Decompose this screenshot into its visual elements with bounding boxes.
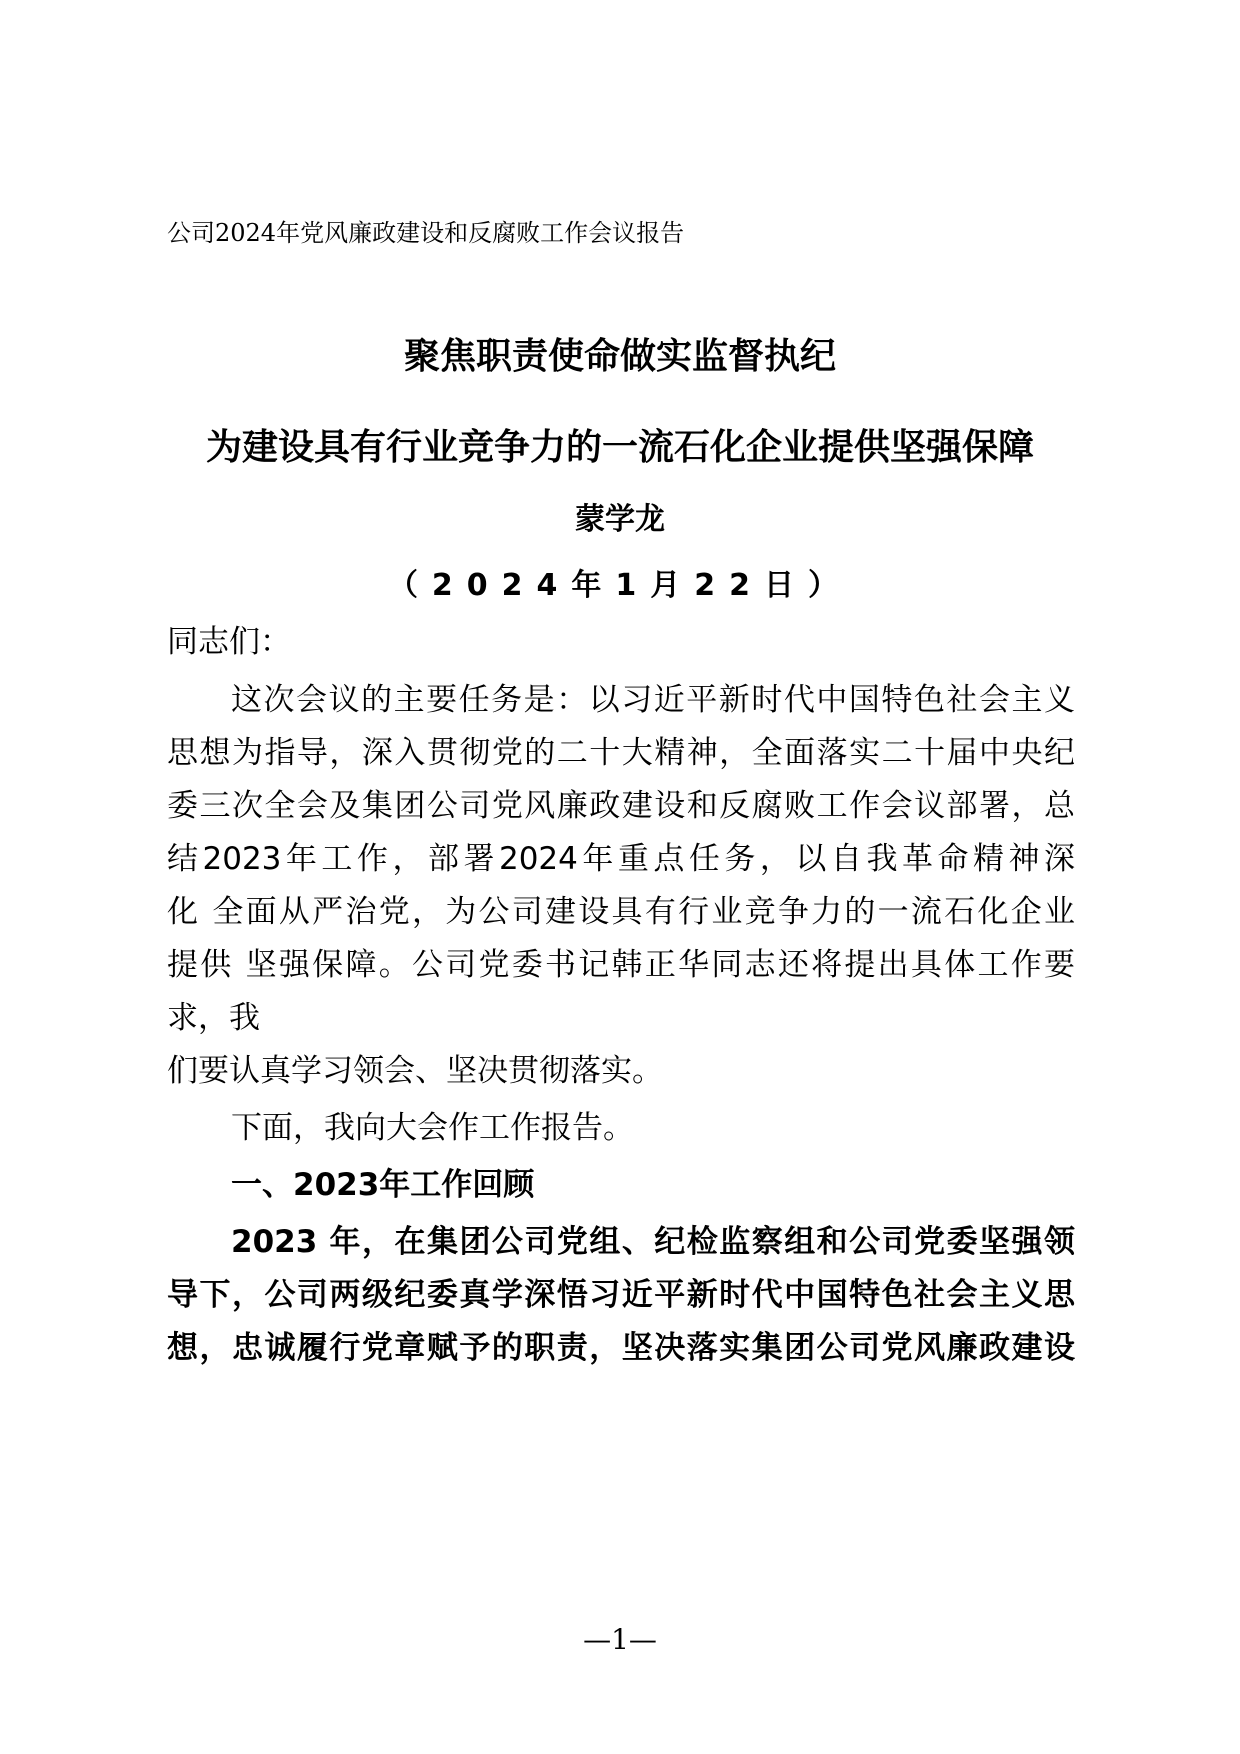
page-number: —1— [583, 1623, 657, 1656]
paragraph-line: 结2023年工作，部署2024年重点任务，以自我革命精神深 [167, 841, 1075, 877]
paragraph-line: 想，忠诚履行党章赋予的职责，坚决落实集团公司党风廉政建设 [167, 1330, 1075, 1366]
paragraph-line: 思想为指导，深入贯彻党的二十大精神，全面落实二十届中央纪 [167, 735, 1075, 771]
author-name: 蒙学龙 [575, 502, 665, 537]
paragraph-line: 委三次全会及集团公司党风廉政建设和反腐败工作会议部署，总 [167, 788, 1075, 824]
paragraph-line: 导下，公司两级纪委真学深悟习近平新时代中国特色社会主义思 [167, 1277, 1075, 1313]
paragraph-line: 求，我 [167, 1000, 260, 1036]
section-heading: 一、2023年工作回顾 [231, 1167, 535, 1203]
document-title-line-2: 为建设具有行业竞争力的一流石化企业提供坚强保障 [205, 427, 1034, 468]
document-title-line-1: 聚焦职责使命做实监督执纪 [403, 336, 836, 377]
paragraph-line: 化 全面从严治党，为公司建设具有行业竞争力的一流石化企业 [167, 894, 1075, 930]
paragraph-line: 们要认真学习领会、坚决贯彻落实。 [167, 1053, 663, 1089]
salutation: 同志们： [167, 624, 291, 660]
document-header: 公司2024年党风廉政建设和反腐败工作会议报告 [167, 219, 685, 247]
paragraph-line: 提供 坚强保障。公司党委书记韩正华同志还将提出具体工作要 [167, 947, 1075, 983]
paragraph-line: 2023 年，在集团公司党组、纪检监察组和公司党委坚强领 [231, 1224, 1075, 1260]
report-date: （2024年1月22日） [387, 568, 853, 603]
paragraph-line: 这次会议的主要任务是：以习近平新时代中国特色社会主义 [231, 682, 1075, 718]
paragraph-line: 下面，我向大会作工作报告。 [231, 1110, 634, 1146]
